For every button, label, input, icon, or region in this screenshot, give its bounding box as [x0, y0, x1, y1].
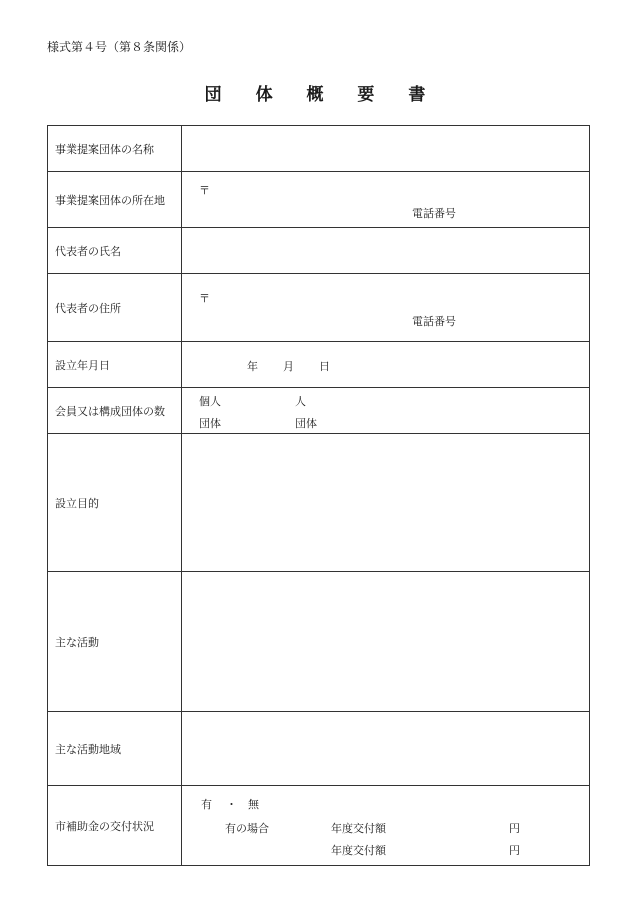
row-org-address: [48, 172, 590, 228]
phone-label: 電話番号: [412, 207, 456, 220]
field-rep-name[interactable]: [182, 228, 590, 274]
label-purpose: 設立目的: [48, 434, 182, 572]
fy-amount-label-1: 年度交付額: [331, 822, 386, 835]
row-rep-address: [48, 274, 590, 342]
label-rep-address: 代表者の住所: [48, 274, 182, 342]
group-label: 団体: [199, 417, 221, 430]
subsidy-no[interactable]: 無: [248, 798, 259, 811]
row-purpose: [48, 434, 590, 572]
postal-mark: 〒: [199, 292, 210, 305]
field-established[interactable]: [182, 342, 590, 388]
row-established: [48, 342, 590, 388]
field-purpose[interactable]: [182, 434, 590, 572]
label-org-address: 事業提案団体の所在地: [48, 172, 182, 228]
field-org-address[interactable]: [182, 172, 590, 228]
field-members[interactable]: [182, 388, 590, 434]
field-activity-area[interactable]: [182, 712, 590, 786]
form-number: 様式第４号（第８条関係）: [47, 40, 192, 54]
month-unit: 月: [283, 360, 294, 373]
label-subsidy: 市補助金の交付状況: [48, 786, 182, 866]
overview-form-table: [47, 125, 590, 866]
field-subsidy[interactable]: [182, 786, 590, 866]
separator-dot: ・: [226, 798, 237, 811]
label-activity-area: 主な活動地域: [48, 712, 182, 786]
row-org-name: [48, 126, 590, 172]
row-subsidy: [48, 786, 590, 866]
row-activities: [48, 572, 590, 712]
row-members: [48, 388, 590, 434]
phone-label: 電話番号: [412, 315, 456, 328]
individual-label: 個人: [199, 395, 221, 408]
row-rep-name: [48, 228, 590, 274]
subsidy-yes[interactable]: 有: [201, 798, 212, 811]
fy-amount-label-2: 年度交付額: [331, 844, 386, 857]
if-yes-label: 有の場合: [225, 822, 269, 835]
person-unit: 人: [295, 395, 306, 408]
label-established: 設立年月日: [48, 342, 182, 388]
yen-unit-1: 円: [509, 822, 520, 835]
yen-unit-2: 円: [509, 844, 520, 857]
postal-mark: 〒: [199, 184, 210, 197]
field-org-name[interactable]: [182, 126, 590, 172]
year-unit: 年: [247, 360, 258, 373]
label-org-name: 事業提案団体の名称: [48, 126, 182, 172]
document-title: 団 体 概 要 書: [204, 85, 440, 105]
row-activity-area: [48, 712, 590, 786]
day-unit: 日: [319, 360, 330, 373]
field-activities[interactable]: [182, 572, 590, 712]
field-rep-address[interactable]: [182, 274, 590, 342]
label-rep-name: 代表者の氏名: [48, 228, 182, 274]
group-unit: 団体: [295, 417, 317, 430]
label-activities: 主な活動: [48, 572, 182, 712]
label-members: 会員又は構成団体の数: [48, 388, 182, 434]
